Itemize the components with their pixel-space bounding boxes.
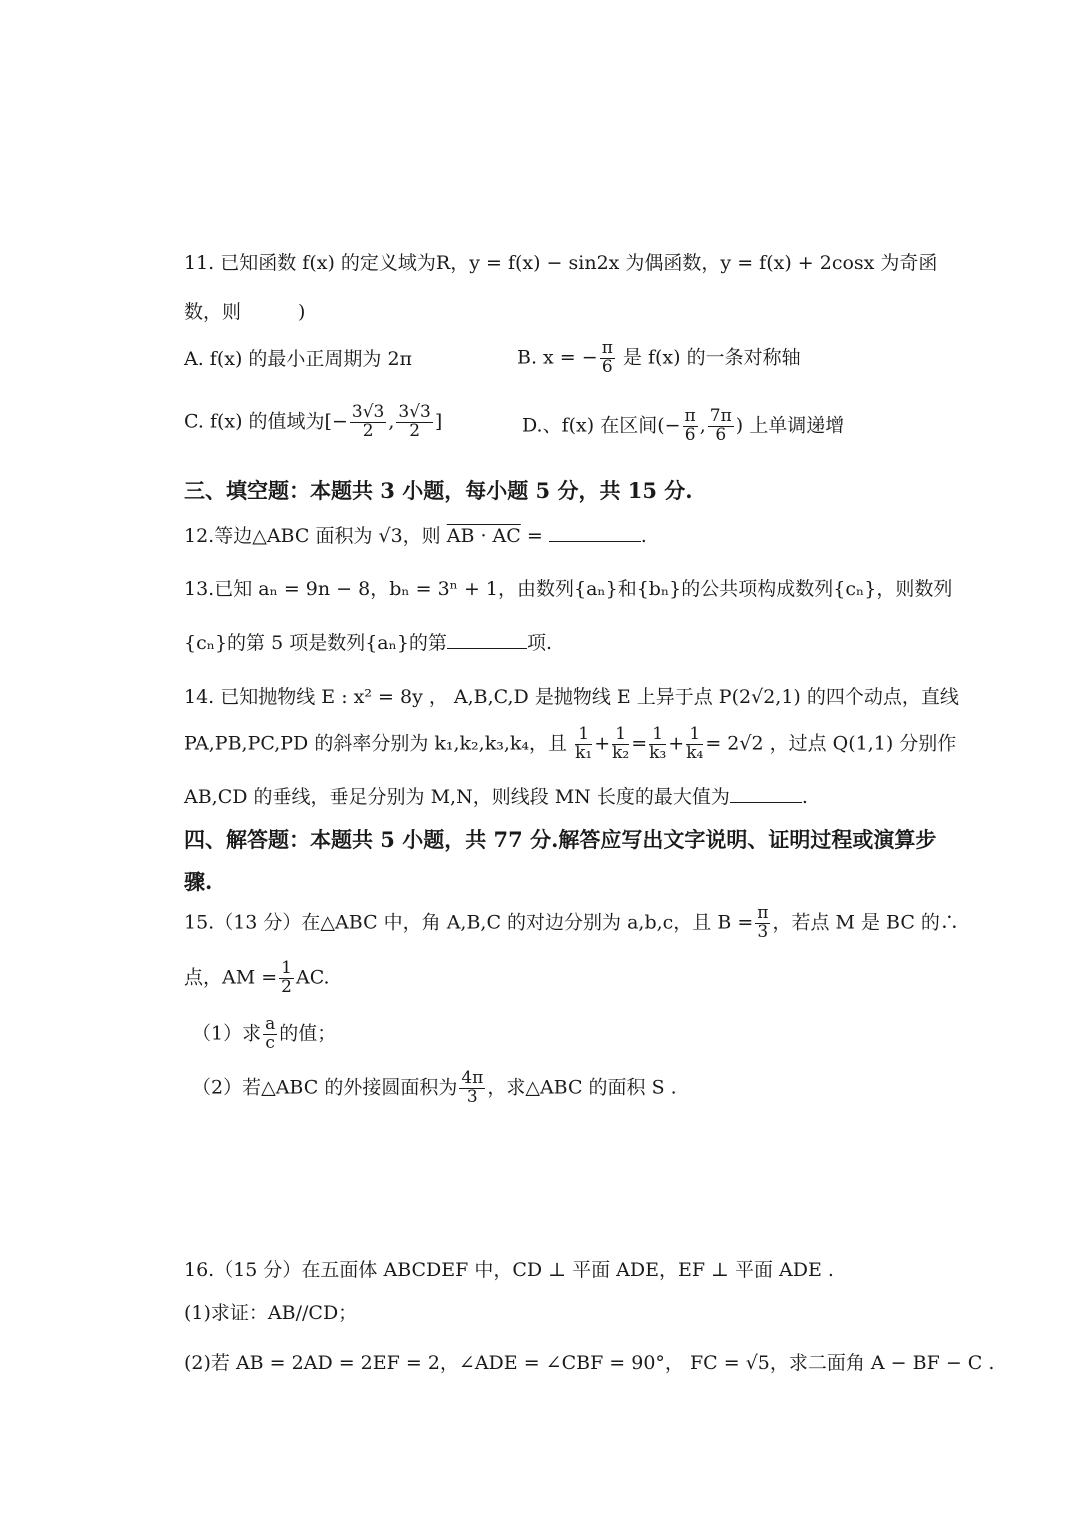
q14-line2: PA,PB,PC,PD 的斜率分别为 k₁,k₂,k₃,k₄，且 $\frac{1}{\text{k₁}}$ + $\frac{1}{\text{k₂}}$ = $\frac{1}{\text{k₃}}$ + $\frac{1}{\text{k₄}}$ = 2√2 ，过点 Q(1,1) 分别作 [184,724,957,763]
q14-line1: 14. 已知抛物线 E : x² = 8y ， A,B,C,D 是抛物线 E 上异于点 P(2√2,1) 的四个动点，直线 [184,686,959,708]
fraction: $\frac{1}{\text{k₁}}$ [575,724,593,763]
fraction: $\frac{1}{2}$ [281,958,292,997]
q11-option-b: B. x = − $\frac{\pi}{6}$ 是 f(x) 的一条对称轴 [517,338,801,377]
fraction: $\frac{3√3}{2}$ [351,402,385,441]
q11-stem-line1: 11. 已知函数 f(x) 的定义域为R，y = f(x) − sin2x 为偶函数，y = f(x) + 2cosx 为奇函 [184,252,938,274]
q11-option-a: A. f(x) 的最小正周期为 2π [184,348,413,370]
q15-line2: 点，AM = $\frac{1}{2}$ AC. [184,958,330,997]
q11-stem-line2: 数，则 ) [184,301,306,323]
q12: 12.等边△ABC 面积为 √3，则 AB · AC = . [184,525,647,547]
q15-part2: （2）若△ABC 的外接圆面积为 $\frac{4\pi}{3}$ ，求△ABC 的面积 S . [192,1068,677,1107]
q15-part1: （1）求 $\frac{a}{c}$ 的值； [192,1014,337,1053]
q16-stem: 16.（15 分）在五面体 ABCDEF 中，CD ⊥ 平面 ADE，EF ⊥ 平面 ADE . [184,1259,834,1281]
fraction: $\frac{3√3}{2}$ [398,402,431,441]
q11-option-d: D.、f(x) 在区间(− $\frac{\pi}{6}$ , $\frac{7\pi}{6}$ ) 上单调递增 [522,406,845,445]
q11-option-c: C. f(x) 的值域为[− $\frac{3√3}{2}$ , $\frac{3√3}{2}$ ] [184,402,443,441]
vector-product: AB · AC [446,525,521,547]
q14-line3: AB,CD 的垂线，垂足分别为 M,N，则线段 MN 长度的最大值为 . [184,786,808,808]
section-4-heading-line2: 骤. [184,869,213,894]
q16-part2: (2)若 AB = 2AD = 2EF = 2，∠ADE = ∠CBF = 90°， FC = √5，求二面角 A − BF − C . [184,1352,995,1374]
section-3-heading: 三、填空题：本题共 3 小题，每小题 5 分，共 15 分. [184,478,693,503]
answer-blank [549,540,641,542]
section-4-heading-line1: 四、解答题：本题共 5 小题，共 77 分.解答应写出文字说明、证明过程或演算步 [184,827,937,852]
fraction: $\frac{\pi}{6}$ [684,406,696,445]
q16-part1: (1)求证：AB//CD； [184,1302,358,1324]
answer-blank [447,647,527,649]
fraction: $\frac{\pi}{3}$ [757,903,769,942]
fraction: $\frac{1}{\text{k₄}}$ [686,724,704,763]
q13-line1: 13.已知 aₙ = 9n − 8，bₙ = 3ⁿ + 1，由数列{aₙ}和{bₙ}的公共项构成数列{cₙ}，则数列 [184,578,953,600]
fraction: $\frac{1}{\text{k₂}}$ [612,724,630,763]
fraction: $\frac{1}{\text{k₃}}$ [649,724,667,763]
answer-blank [730,801,802,803]
fraction: $\frac{a}{c}$ [265,1014,276,1053]
fraction: $\frac{4\pi}{3}$ [461,1068,484,1107]
q15-line1: 15.（13 分）在△ABC 中，角 A,B,C 的对边分别为 a,b,c，且 B = $\frac{\pi}{3}$ ，若点 M 是 BC 的∴ [184,903,959,942]
q13-line2: {cₙ}的第 5 项是数列{aₙ}的第 项. [184,632,552,654]
fraction: $\frac{7\pi}{6}$ [709,406,732,445]
fraction: $\frac{\pi}{6}$ [601,338,613,377]
